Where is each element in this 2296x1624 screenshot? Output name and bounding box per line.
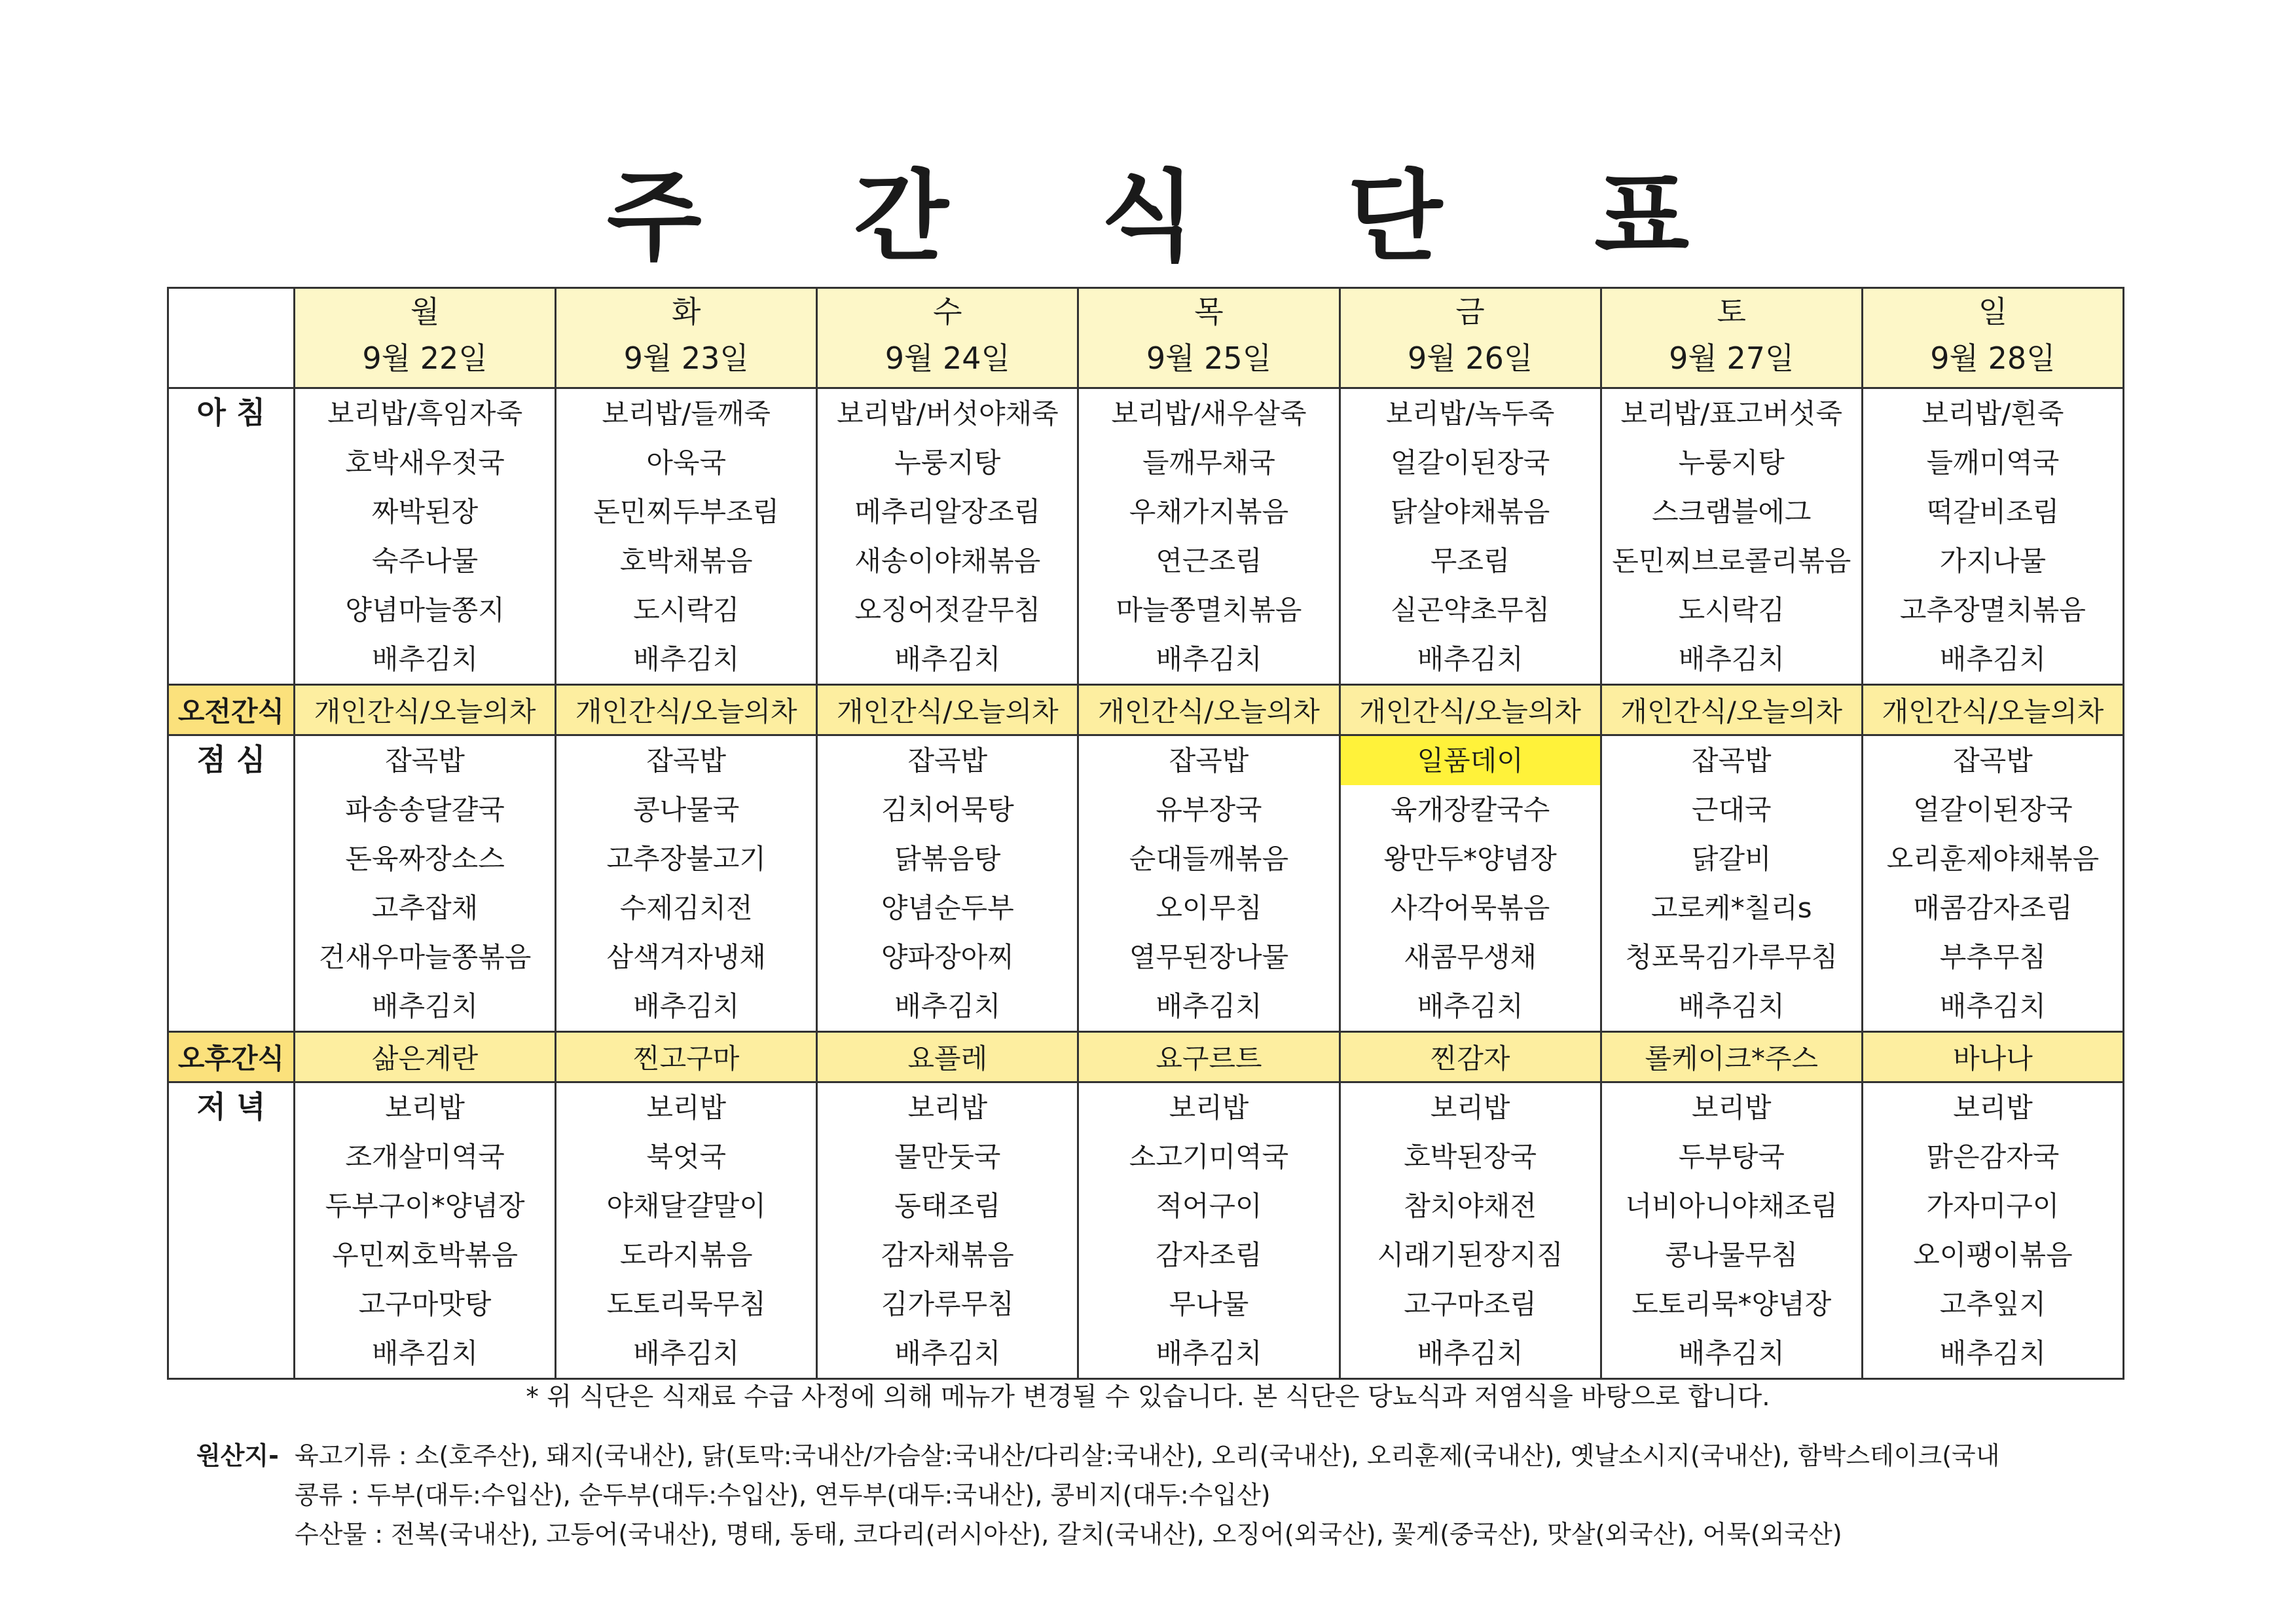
morning-snack-thu: 개인간식/오늘의차 bbox=[1078, 685, 1339, 735]
menu-item: 잡곡밥 bbox=[1169, 745, 1249, 777]
menu-item: 보리밥 bbox=[646, 1092, 727, 1124]
origin-line-seafood: 수산물 : 전복(국내산), 고등어(국내산), 명태, 동태, 코다리(러시아산), 갈치(국내산), 오징어(외국산), 꽃게(중국산), 맛살(외국산), 어묵(외국산) bbox=[295, 1520, 1842, 1549]
menu-item: 콩나물국 bbox=[633, 794, 740, 826]
morning-snack-row bbox=[168, 685, 2124, 735]
menu-item: 배추김치 bbox=[894, 1337, 1001, 1369]
day-name: 월 bbox=[410, 294, 440, 329]
menu-item: 배추김치 bbox=[1417, 990, 1523, 1022]
afternoon-snack-tue: 찐고구마 bbox=[556, 1032, 817, 1082]
menu-item: 고구마맛탕 bbox=[358, 1288, 492, 1320]
day-name: 일 bbox=[1978, 294, 2008, 329]
menu-item: 양념마늘쫑지 bbox=[345, 594, 505, 626]
menu-item: 도시락김 bbox=[633, 594, 740, 626]
menu-item: 잡곡밥 bbox=[1953, 745, 2033, 777]
menu-item: 양파장아찌 bbox=[881, 941, 1014, 973]
dinner-mon bbox=[295, 1082, 556, 1379]
day-header-thu bbox=[1078, 288, 1339, 388]
menu-item: 보리밥 bbox=[1691, 1092, 1772, 1124]
menu-item: 왕만두*양념장 bbox=[1383, 843, 1557, 875]
lunch-fri bbox=[1339, 735, 1601, 1032]
lunch-wed bbox=[817, 735, 1078, 1032]
dinner-wed bbox=[817, 1082, 1078, 1379]
menu-item: 배추김치 bbox=[894, 990, 1001, 1022]
menu-item: 오이팽이볶음 bbox=[1913, 1239, 2073, 1271]
menu-item: 누룽지탕 bbox=[1678, 447, 1785, 479]
menu-item: 보리밥 bbox=[907, 1092, 988, 1124]
dinner-tue bbox=[556, 1082, 817, 1379]
menu-item: 매콤감자조림 bbox=[1913, 892, 2073, 924]
menu-item: 조개살미역국 bbox=[345, 1141, 505, 1173]
menu-item: 김치어묵탕 bbox=[881, 794, 1014, 826]
menu-item: 배추김치 bbox=[1678, 1337, 1785, 1369]
dinner-sun bbox=[1862, 1082, 2123, 1379]
menu-item: 도라지볶음 bbox=[619, 1239, 753, 1271]
menu-item: 들깨미역국 bbox=[1926, 447, 2060, 479]
origin-line-beans: 콩류 : 두부(대두:수입산), 순두부(대두:수입산), 연두부(대두:국내산), 콩비지(대두:수입산) bbox=[295, 1481, 1271, 1509]
menu-item: 배추김치 bbox=[1156, 990, 1262, 1022]
menu-item: 오이무침 bbox=[1156, 892, 1262, 924]
menu-item: 보리밥 bbox=[1953, 1092, 2033, 1124]
special-day-badge: 일품데이 bbox=[1340, 736, 1601, 785]
menu-item: 감자조림 bbox=[1156, 1239, 1262, 1271]
menu-item: 보리밥/흰죽 bbox=[1922, 397, 2064, 430]
meal-label-afternoon-snack: 오후간식 bbox=[168, 1032, 295, 1082]
day-date: 9월 28일 bbox=[1930, 341, 2056, 376]
menu-item: 누룽지탕 bbox=[894, 447, 1001, 479]
menu-item: 고추장불고기 bbox=[606, 843, 766, 875]
menu-item: 참치야채전 bbox=[1404, 1190, 1537, 1222]
menu-item: 열무된장나물 bbox=[1129, 941, 1289, 973]
menu-item: 호박새우젓국 bbox=[345, 447, 505, 479]
menu-item: 파송송달걀국 bbox=[345, 794, 505, 826]
menu-item: 새송이야채볶음 bbox=[854, 545, 1041, 577]
page-title: 주 간 식 단 표 bbox=[606, 160, 1749, 274]
breakfast-fri bbox=[1339, 388, 1601, 685]
menu-item: 얼갈이된장국 bbox=[1913, 794, 2073, 826]
breakfast-tue bbox=[556, 388, 817, 685]
day-name: 금 bbox=[1455, 294, 1485, 329]
menu-item: 유부장국 bbox=[1156, 794, 1262, 826]
day-date: 9월 23일 bbox=[623, 341, 749, 376]
breakfast-sun bbox=[1862, 388, 2123, 685]
menu-item: 얼갈이된장국 bbox=[1390, 447, 1550, 479]
day-header-wed bbox=[817, 288, 1078, 388]
menu-item: 무나물 bbox=[1169, 1288, 1249, 1320]
menu-item: 적어구이 bbox=[1156, 1190, 1262, 1222]
meal-label-breakfast: 아 침 bbox=[168, 388, 295, 685]
afternoon-snack-fri: 찐감자 bbox=[1339, 1032, 1601, 1082]
menu-item: 가지나물 bbox=[1939, 545, 2047, 577]
menu-item: 연근조림 bbox=[1156, 545, 1262, 577]
menu-item: 도시락김 bbox=[1678, 594, 1785, 626]
menu-item: 돈민찌브로콜리볶음 bbox=[1612, 545, 1851, 577]
menu-item: 보리밥 bbox=[1169, 1092, 1249, 1124]
menu-item: 배추김치 bbox=[1939, 643, 2047, 675]
menu-item: 배추김치 bbox=[1417, 643, 1523, 675]
origin-lines bbox=[295, 1436, 2128, 1554]
menu-item: 고추장멸치볶음 bbox=[1899, 594, 2086, 626]
menu-change-note: * 위 식단은 식재료 수급 사정에 의해 메뉴가 변경될 수 있습니다. 본 식단은 당뇨식과 저염식을 바탕으로 합니다. bbox=[526, 1382, 1770, 1412]
menu-item: 배추김치 bbox=[1156, 1337, 1262, 1369]
day-header-sun bbox=[1862, 288, 2123, 388]
menu-item: 고로케*칠리s bbox=[1650, 892, 1812, 924]
menu-item: 잡곡밥 bbox=[385, 745, 465, 777]
menu-item: 북엇국 bbox=[646, 1141, 727, 1173]
menu-item: 들깨무채국 bbox=[1142, 447, 1275, 479]
lunch-sun bbox=[1862, 735, 2123, 1032]
dinner-row bbox=[168, 1082, 2124, 1379]
menu-item: 오징어젓갈무침 bbox=[854, 594, 1041, 626]
menu-item: 새콤무생채 bbox=[1404, 941, 1537, 973]
menu-item: 보리밥/버섯야채죽 bbox=[836, 397, 1059, 430]
menu-item: 보리밥/표고버섯죽 bbox=[1620, 397, 1843, 430]
menu-item: 물만둣국 bbox=[894, 1141, 1001, 1173]
afternoon-snack-sun: 바나나 bbox=[1862, 1032, 2123, 1082]
menu-item: 가자미구이 bbox=[1926, 1190, 2060, 1222]
menu-item: 배추김치 bbox=[1417, 1337, 1523, 1369]
menu-item: 보리밥 bbox=[385, 1092, 465, 1124]
menu-item: 보리밥/들깨죽 bbox=[602, 397, 771, 430]
menu-item: 배추김치 bbox=[1678, 990, 1785, 1022]
meal-label-morning-snack: 오전간식 bbox=[168, 685, 295, 735]
afternoon-snack-row bbox=[168, 1032, 2124, 1082]
weekly-menu-table bbox=[167, 287, 2124, 1380]
menu-item: 닭갈비 bbox=[1691, 843, 1772, 875]
menu-item: 청포묵김가루무침 bbox=[1625, 941, 1838, 973]
morning-snack-mon: 개인간식/오늘의차 bbox=[295, 685, 556, 735]
meal-label-dinner: 저 녁 bbox=[168, 1082, 295, 1379]
menu-item: 배추김치 bbox=[1939, 1337, 2047, 1369]
menu-item: 소고기미역국 bbox=[1129, 1141, 1289, 1173]
dinner-sat bbox=[1601, 1082, 1862, 1379]
breakfast-mon bbox=[295, 388, 556, 685]
menu-item: 두부탕국 bbox=[1678, 1141, 1785, 1173]
breakfast-wed bbox=[817, 388, 1078, 685]
breakfast-sat bbox=[1601, 388, 1862, 685]
menu-item: 야채달걀말이 bbox=[606, 1190, 766, 1222]
menu-item: 배추김치 bbox=[371, 643, 479, 675]
morning-snack-tue: 개인간식/오늘의차 bbox=[556, 685, 817, 735]
menu-item: 실곤약초무침 bbox=[1390, 594, 1550, 626]
menu-item: 고추잎지 bbox=[1939, 1288, 2047, 1320]
morning-snack-sun: 개인간식/오늘의차 bbox=[1862, 685, 2123, 735]
menu-item: 잡곡밥 bbox=[1691, 745, 1772, 777]
menu-item: 건새우마늘쫑볶음 bbox=[318, 941, 532, 973]
menu-item: 순대들깨볶음 bbox=[1129, 843, 1289, 875]
morning-snack-wed: 개인간식/오늘의차 bbox=[817, 685, 1078, 735]
afternoon-snack-thu: 요구르트 bbox=[1078, 1032, 1339, 1082]
menu-item: 배추김치 bbox=[1156, 643, 1262, 675]
menu-item: 고추잡채 bbox=[371, 892, 479, 924]
breakfast-thu bbox=[1078, 388, 1339, 685]
menu-item: 수제김치전 bbox=[619, 892, 753, 924]
day-name: 토 bbox=[1717, 294, 1746, 329]
menu-item: 도토리묵*양념장 bbox=[1631, 1288, 1832, 1320]
menu-item: 보리밥/흑임자죽 bbox=[327, 397, 523, 430]
menu-item: 잡곡밥 bbox=[907, 745, 988, 777]
menu-item: 마늘쫑멸치볶음 bbox=[1116, 594, 1302, 626]
lunch-tue bbox=[556, 735, 817, 1032]
day-date: 9월 27일 bbox=[1669, 341, 1795, 376]
menu-item: 보리밥 bbox=[1430, 1092, 1510, 1124]
day-date: 9월 25일 bbox=[1146, 341, 1272, 376]
menu-item: 돈육짜장소스 bbox=[345, 843, 505, 875]
morning-snack-sat: 개인간식/오늘의차 bbox=[1601, 685, 1862, 735]
morning-snack-fri: 개인간식/오늘의차 bbox=[1339, 685, 1601, 735]
menu-item: 배추김치 bbox=[633, 643, 740, 675]
menu-item: 양념순두부 bbox=[881, 892, 1014, 924]
day-name: 수 bbox=[933, 294, 962, 329]
menu-item: 동태조림 bbox=[894, 1190, 1001, 1222]
breakfast-row bbox=[168, 388, 2124, 685]
menu-item: 닭볶음탕 bbox=[894, 843, 1001, 875]
corner-cell bbox=[168, 288, 295, 388]
lunch-sat bbox=[1601, 735, 1862, 1032]
menu-item: 스크램블에그 bbox=[1652, 496, 1812, 528]
day-header-fri bbox=[1339, 288, 1601, 388]
menu-item: 너비아니야채조림 bbox=[1625, 1190, 1838, 1222]
afternoon-snack-wed: 요플레 bbox=[817, 1032, 1078, 1082]
day-date: 9월 26일 bbox=[1407, 341, 1533, 376]
menu-item: 숙주나물 bbox=[371, 545, 479, 577]
menu-item: 두부구이*양념장 bbox=[325, 1190, 525, 1222]
menu-item: 아욱국 bbox=[646, 447, 727, 479]
menu-item: 배추김치 bbox=[1939, 990, 2047, 1022]
menu-item: 오리훈제야채볶음 bbox=[1886, 843, 2100, 875]
day-header-sat bbox=[1601, 288, 1862, 388]
menu-item: 부추무침 bbox=[1939, 941, 2047, 973]
afternoon-snack-sat: 롤케이크*주스 bbox=[1601, 1032, 1862, 1082]
dinner-thu bbox=[1078, 1082, 1339, 1379]
menu-item: 배추김치 bbox=[894, 643, 1001, 675]
day-date: 9월 24일 bbox=[884, 341, 1010, 376]
origin-line-meat: 육고기류 : 소(호주산), 돼지(국내산), 닭(토막:국내산/가슴살:국내산/다리살:국내산), 오리(국내산), 오리훈제(국내산), 옛날소시지(국내산), 함박스테이크(국내 bbox=[295, 1441, 2000, 1470]
menu-item: 호박채볶음 bbox=[619, 545, 753, 577]
menu-item: 시래기된장지짐 bbox=[1377, 1239, 1563, 1271]
menu-item: 떡갈비조림 bbox=[1926, 496, 2060, 528]
menu-item: 도토리묵무침 bbox=[606, 1288, 766, 1320]
menu-item: 짜박된장 bbox=[371, 496, 479, 528]
menu-item: 우민찌호박볶음 bbox=[332, 1239, 519, 1271]
menu-item: 보리밥/녹두죽 bbox=[1385, 397, 1555, 430]
origin-label: 원산지- bbox=[196, 1441, 279, 1470]
menu-item: 배추김치 bbox=[633, 990, 740, 1022]
menu-item: 고구마조림 bbox=[1404, 1288, 1537, 1320]
menu-item: 사각어묵볶음 bbox=[1390, 892, 1550, 924]
day-header-tue bbox=[556, 288, 817, 388]
day-header-mon bbox=[295, 288, 556, 388]
menu-item: 배추김치 bbox=[371, 990, 479, 1022]
menu-item: 무조림 bbox=[1430, 545, 1510, 577]
menu-item: 잡곡밥 bbox=[646, 745, 727, 777]
menu-item: 맑은감자국 bbox=[1926, 1141, 2060, 1173]
menu-item: 근대국 bbox=[1691, 794, 1772, 826]
lunch-thu bbox=[1078, 735, 1339, 1032]
menu-item: 삼색겨자냉채 bbox=[606, 941, 766, 973]
day-name: 목 bbox=[1194, 294, 1224, 329]
menu-item: 보리밥/새우살죽 bbox=[1111, 397, 1307, 430]
menu-item: 우채가지볶음 bbox=[1129, 496, 1289, 528]
day-date: 9월 22일 bbox=[362, 341, 488, 376]
lunch-row bbox=[168, 735, 2124, 1032]
menu-item: 김가루무침 bbox=[881, 1288, 1014, 1320]
afternoon-snack-mon: 삶은계란 bbox=[295, 1032, 556, 1082]
menu-item: 배추김치 bbox=[633, 1337, 740, 1369]
menu-item: 메추리알장조림 bbox=[854, 496, 1041, 528]
day-header-row bbox=[168, 288, 2124, 388]
menu-item: 육개장칼국수 bbox=[1390, 794, 1550, 826]
menu-item: 콩나물무침 bbox=[1665, 1239, 1798, 1271]
lunch-mon bbox=[295, 735, 556, 1032]
menu-item: 돈민찌두부조림 bbox=[593, 496, 780, 528]
menu-item: 감자채볶음 bbox=[881, 1239, 1014, 1271]
day-name: 화 bbox=[671, 294, 701, 329]
menu-item: 호박된장국 bbox=[1404, 1141, 1537, 1173]
dinner-fri bbox=[1339, 1082, 1601, 1379]
menu-item: 닭살야채볶음 bbox=[1390, 496, 1550, 528]
menu-item: 배추김치 bbox=[371, 1337, 479, 1369]
menu-item: 배추김치 bbox=[1678, 643, 1785, 675]
meal-label-lunch: 점 심 bbox=[168, 735, 295, 1032]
